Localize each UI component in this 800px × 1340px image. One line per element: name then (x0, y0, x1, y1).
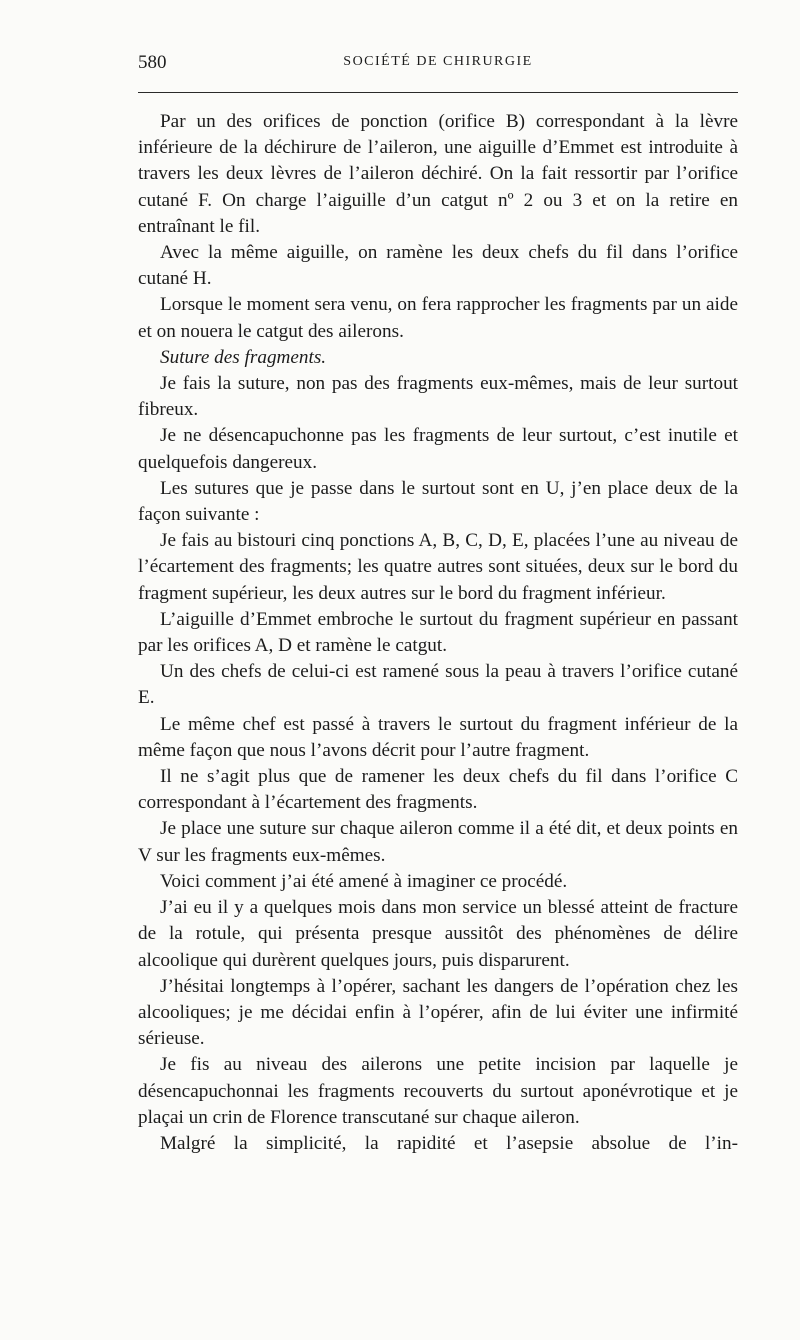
body-text (138, 109, 738, 1157)
paragraph: Un des chefs de celui-ci est ramené sous la peau à travers l’orifice cutané E. (138, 661, 738, 709)
paragraph: L’aiguille d’Emmet embroche le surtout du fragment supérieur en passant par les orifices A, D et ramène le catgut. (138, 608, 738, 657)
paragraph: Je fais au bistouri cinq ponctions A, B, C, D, E, placées l’une au niveau de l’écartement des fragments; les quatre autres sont situées, deux sur le bord du fragment supérieur, les deux autres sur le bord du fragment inférieur. (138, 530, 738, 604)
paragraph: Avec la même aiguille, on ramène les deux chefs du fil dans l’orifice cutané H. (138, 242, 738, 290)
paragraph: Il ne s’agit plus que de ramener les deux chefs du fil dans l’orifice C correspondant à l’écartement des fragments. (138, 766, 738, 814)
paragraph: Le même chef est passé à travers le surtout du fragment inférieur de la même façon que nous l’avons décrit pour l’autre fragment. (138, 713, 738, 761)
header-rule (138, 92, 738, 93)
paragraph: Je fais la suture, non pas des fragments eux-mêmes, mais de leur surtout fibreux. (138, 373, 738, 421)
paragraph: J’hésitai longtemps à l’opérer, sachant les dangers de l’opération chez les alcooliques; je me décidai enfin à l’opérer, afin de lui éviter une infirmité sérieuse. (138, 975, 738, 1050)
running-header (138, 52, 738, 82)
paragraph: Je ne désencapuchonne pas les fragments de leur surtout, c’est inutile et quelquefois dangereux. (138, 425, 738, 473)
paragraph: J’ai eu il y a quelques mois dans mon service un blessé atteint de fracture de la rotule, qui présenta presque aussitôt des phénomènes de délire alcoolique qui durèrent quelques jours, puis disparurent. (138, 897, 738, 971)
paragraph: Par un des orifices de ponction (orifice B) correspondant à la lèvre inférieure de la déchirure de l’aileron, une aiguille d’Emmet est introduite à travers les deux lèvres de l’aileron déchiré. On la fait ressortir par l’orifice cutané F. On charge l’aiguille d’un catgut nº 2 ou 3 et on la retire en entraînant le fil. (138, 111, 738, 237)
running-title: SOCIÉTÉ DE CHIRURGIE (343, 54, 533, 69)
paragraph: Les sutures que je passe dans le surtout sont en U, j’en place deux de la façon suivante : (138, 477, 738, 526)
paragraph: Je place une suture sur chaque aileron comme il a été dit, et deux points en V sur les fragments eux-mêmes. (138, 818, 738, 866)
paragraph: Je fis au niveau des ailerons une petite incision par laquelle je désencapuchonnai les fragments recouverts du surtout aponévrotique et je plaçai un crin de Florence transcutané sur chaque aileron. (138, 1054, 738, 1128)
paragraph: Lorsque le moment sera venu, on fera rapprocher les fragments par un aide et on nouera le catgut des ailerons. (138, 294, 738, 342)
paragraph: Voici comment j’ai été amené à imaginer ce procédé. (160, 870, 568, 892)
section-heading: Suture des fragments. (160, 346, 327, 368)
page-number: 580 (138, 52, 167, 73)
paragraph: Malgré la simplicité, la rapidité et l’asepsie absolue de l’in- (160, 1132, 738, 1154)
